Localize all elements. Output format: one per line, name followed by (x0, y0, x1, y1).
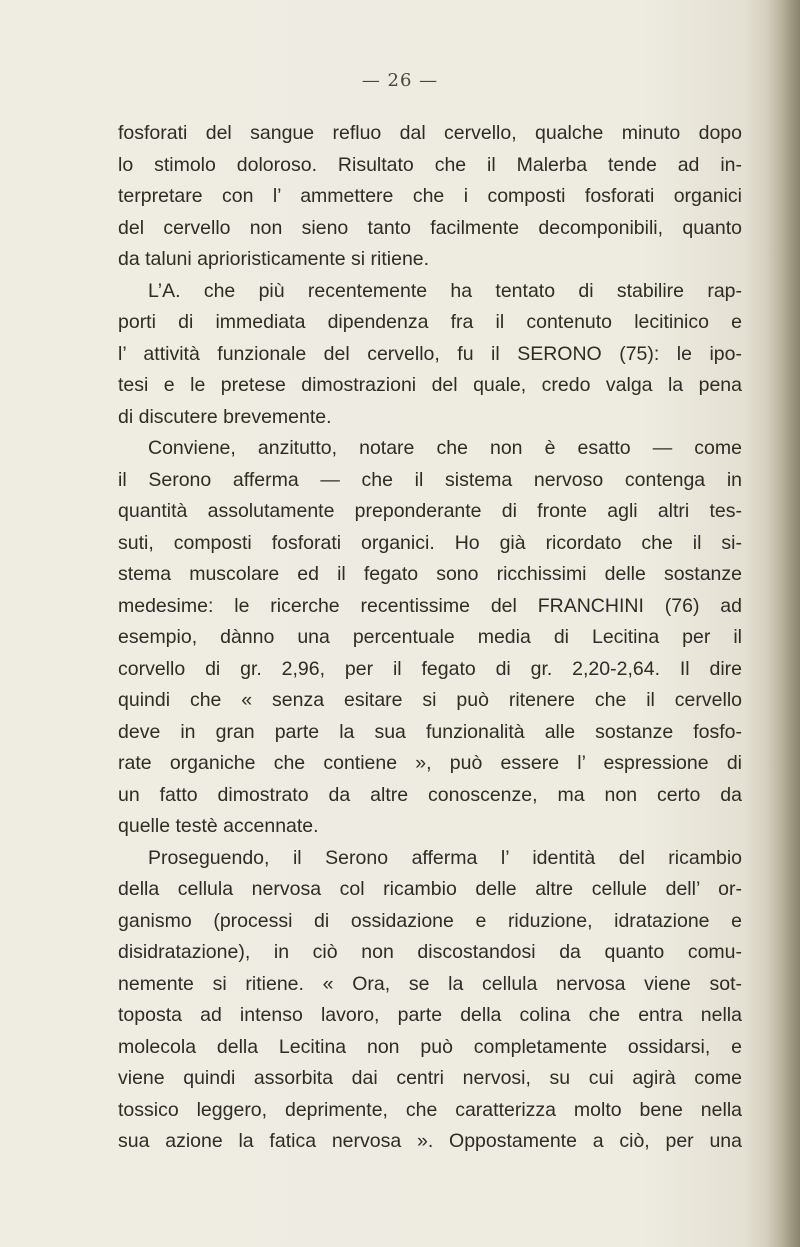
text-line: della cellula nervosa col ricambio delle altre cellule dell’ or- (118, 878, 742, 900)
text-line: del cervello non sieno tanto facilmente decomponibili, quanto (118, 216, 742, 239)
text-line: toposta ad intenso lavoro, parte della colina che entra nella (118, 1004, 742, 1026)
text-line: terpretare con l’ ammettere che i composti fosforati organici (118, 185, 742, 207)
text-line: l’ attività funzionale del cervello, fu il SERONO (75): le ipo- (118, 342, 742, 365)
text-line: Proseguendo, il Serono afferma l’ identità del ricambio (148, 846, 742, 869)
paragraph-1 (118, 118, 742, 276)
text-line: L’A. che più recentemente ha tentato di stabilire rap- (148, 279, 742, 302)
text-line: Conviene, anzitutto, notare che non è esatto — come (148, 437, 742, 459)
text-line: corvello di gr. 2,96, per il fegato di gr. 2,20-2,64. Il dire (118, 657, 742, 680)
text-line: esempio, dànno una percentuale media di Lecitina per il (118, 626, 742, 648)
text-line: ganismo (processi di ossidazione e riduzione, idratazione e (118, 909, 742, 932)
page-edge-shadow (766, 0, 800, 1247)
text-line: quantità assolutamente preponderante di fronte agli altri tes- (118, 500, 742, 522)
text-line: un fatto dimostrato da altre conoscenze, ma non certo da (118, 783, 742, 806)
text-line: sua azione la fatica nervosa ». Oppostamente a ciò, per una (118, 1130, 742, 1152)
paragraph-4 (118, 843, 742, 1158)
text-line: suti, composti fosforati organici. Ho già ricordato che il si- (118, 531, 742, 554)
text-line: quindi che « senza esitare si può ritenere che il cervello (118, 689, 742, 711)
paragraph-3 (118, 433, 742, 843)
text-line: deve in gran parte la sua funzionalità alle sostanze fosfo- (118, 720, 742, 743)
paragraph-2 (118, 276, 742, 434)
text-line: il Serono afferma — che il sistema nervoso contenga in (118, 468, 742, 491)
text-line: rate organiche che contiene », può essere l’ espressione di (118, 752, 742, 774)
body-text (118, 118, 742, 1158)
text-line: tesi e le pretese dimostrazioni del quale, credo valga la pena (118, 374, 742, 396)
text-line: di discutere brevemente. (118, 405, 332, 428)
text-line: porti di immediata dipendenza fra il contenuto lecitinico e (118, 311, 742, 333)
text-line: da taluni aprioristicamente si ritiene. (118, 248, 430, 270)
text-line: lo stimolo doloroso. Risultato che il Malerba tende ad in- (118, 153, 742, 176)
text-line: molecola della Lecitina non può completamente ossidarsi, e (118, 1035, 742, 1058)
text-line: nemente si ritiene. « Ora, se la cellula nervosa viene sot- (118, 972, 742, 995)
text-line: quelle testè accennate. (118, 815, 319, 837)
text-line: tossico leggero, deprimente, che caratterizza molto bene nella (118, 1098, 742, 1121)
text-line: stema muscolare ed il fegato sono ricchissimi delle sostanze (118, 563, 742, 585)
text-line: disidratazione), in ciò non discostandosi da quanto comu- (118, 941, 742, 963)
text-line: fosforati del sangue refluo dal cervello, qualche minuto dopo (118, 122, 742, 144)
text-line: viene quindi assorbita dai centri nervosi, su cui agirà come (118, 1067, 742, 1089)
text-line: medesime: le ricerche recentissime del FRANCHINI (76) ad (118, 594, 742, 617)
page-number: — 26 — (361, 70, 439, 91)
